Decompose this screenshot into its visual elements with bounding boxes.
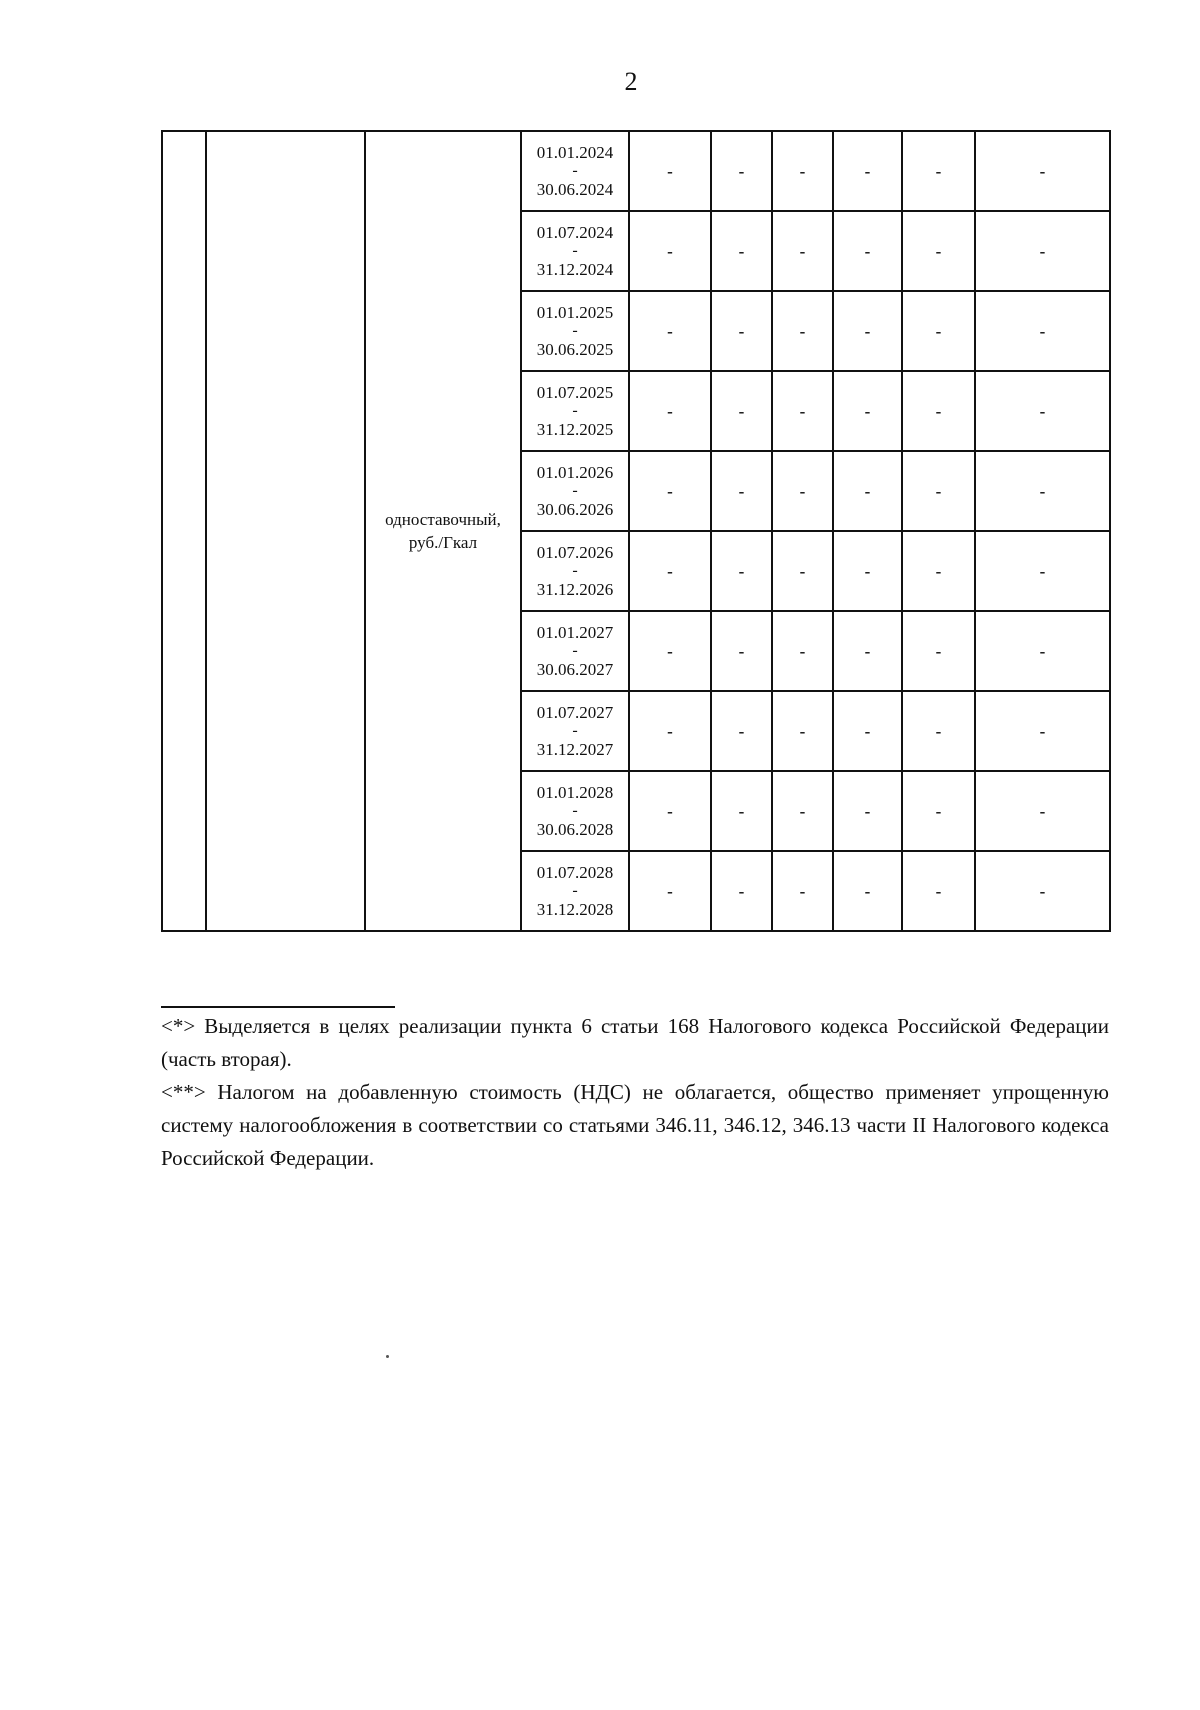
tariff-value-cell: - (975, 851, 1110, 931)
row-number-cell (162, 131, 206, 931)
tariff-value-cell: - (629, 131, 711, 211)
tariff-value-cell: - (711, 451, 772, 531)
tariff-table-body (162, 131, 1110, 931)
period-start: 01.01.2027 (536, 623, 614, 642)
tariff-value-cell: - (902, 531, 975, 611)
tariff-value-cell: - (833, 371, 902, 451)
period-end: 31.12.2027 (536, 740, 614, 759)
tariff-value-cell: - (772, 611, 833, 691)
period-start: 01.07.2027 (536, 703, 614, 722)
tariff-unit-measure: руб./Гкал (408, 533, 478, 552)
period-separator: - (572, 242, 578, 259)
tariff-value-cell: - (772, 771, 833, 851)
tariff-value-cell: - (772, 131, 833, 211)
tariff-value-cell: - (833, 531, 902, 611)
period-separator: - (572, 322, 578, 339)
tariff-value-cell: - (902, 291, 975, 371)
period-start: 01.07.2026 (536, 543, 614, 562)
tariff-value-cell: - (629, 691, 711, 771)
tariff-table (161, 130, 1111, 932)
page-number: 2 (624, 67, 638, 96)
tariff-value-cell: - (772, 851, 833, 931)
period-start: 01.01.2026 (536, 463, 614, 482)
footnote-vat-allocation: <*> Выделяется в целях реализации пункта 6 статьи 168 Налогового кодекса Российской Федерации (часть вторая). (161, 1014, 1109, 1071)
period-cell (521, 771, 629, 851)
tariff-value-cell: - (975, 531, 1110, 611)
tariff-unit-label: одноставочный, (385, 510, 501, 529)
tariff-value-cell: - (833, 211, 902, 291)
tariff-value-cell: - (629, 611, 711, 691)
tariff-value-cell: - (711, 131, 772, 211)
tariff-value-cell: - (711, 371, 772, 451)
tariff-value-cell: - (975, 211, 1110, 291)
tariff-value-cell: - (902, 211, 975, 291)
period-cell (521, 451, 629, 531)
period-cell (521, 611, 629, 691)
tariff-value-cell: - (629, 771, 711, 851)
period-start: 01.07.2025 (536, 383, 614, 402)
tariff-value-cell: - (902, 131, 975, 211)
period-separator: - (572, 162, 578, 179)
tariff-value-cell: - (975, 691, 1110, 771)
tariff-value-cell: - (711, 771, 772, 851)
tariff-value-cell: - (711, 851, 772, 931)
tariff-value-cell: - (711, 531, 772, 611)
tariff-value-cell: - (833, 771, 902, 851)
period-end: 30.06.2027 (536, 660, 614, 679)
scan-speck (386, 1355, 389, 1358)
period-end: 31.12.2028 (536, 900, 614, 919)
period-end: 30.06.2025 (536, 340, 614, 359)
footnotes (161, 1010, 1109, 1175)
period-separator: - (572, 722, 578, 739)
period-separator: - (572, 642, 578, 659)
period-separator: - (572, 562, 578, 579)
period-cell (521, 291, 629, 371)
tariff-value-cell: - (975, 131, 1110, 211)
period-separator: - (572, 402, 578, 419)
tariff-value-cell: - (902, 851, 975, 931)
tariff-value-cell: - (975, 771, 1110, 851)
tariff-value-cell: - (975, 451, 1110, 531)
period-end: 30.06.2024 (536, 180, 614, 199)
tariff-value-cell: - (975, 291, 1110, 371)
tariff-value-cell: - (772, 371, 833, 451)
period-separator: - (572, 882, 578, 899)
tariff-value-cell: - (711, 211, 772, 291)
tariff-value-cell: - (629, 531, 711, 611)
tariff-value-cell: - (902, 611, 975, 691)
period-cell (521, 531, 629, 611)
tariff-unit-cell (365, 131, 521, 931)
tariff-value-cell: - (772, 211, 833, 291)
period-start: 01.01.2024 (536, 143, 614, 162)
tariff-value-cell: - (629, 211, 711, 291)
tariff-value-cell: - (772, 291, 833, 371)
period-end: 31.12.2025 (536, 420, 614, 439)
tariff-value-cell: - (902, 691, 975, 771)
period-start: 01.01.2025 (536, 303, 614, 322)
tariff-value-cell: - (975, 611, 1110, 691)
tariff-value-cell: - (629, 291, 711, 371)
tariff-value-cell: - (902, 371, 975, 451)
tariff-value-cell: - (772, 451, 833, 531)
period-start: 01.01.2028 (536, 783, 614, 802)
period-separator: - (572, 482, 578, 499)
table-row (162, 131, 1110, 211)
tariff-value-cell: - (833, 451, 902, 531)
period-cell (521, 851, 629, 931)
period-cell (521, 131, 629, 211)
organization-cell (206, 131, 365, 931)
tariff-value-cell: - (833, 691, 902, 771)
period-cell (521, 691, 629, 771)
tariff-value-cell: - (629, 371, 711, 451)
tariff-value-cell: - (629, 451, 711, 531)
period-cell (521, 211, 629, 291)
period-end: 30.06.2026 (536, 500, 614, 519)
tariff-value-cell: - (772, 531, 833, 611)
footnote-vat-exempt: <**> Налогом на добавленную стоимость (НДС) не облагается, общество применяет упрощенную систему налогообложения в соответствии со статьями 346.11, 346.12, 346.13 части II Налогового кодекса Российской Федерации. (161, 1080, 1109, 1170)
period-end: 31.12.2024 (536, 260, 614, 279)
tariff-value-cell: - (833, 611, 902, 691)
tariff-value-cell: - (902, 451, 975, 531)
tariff-value-cell: - (772, 691, 833, 771)
tariff-value-cell: - (711, 291, 772, 371)
tariff-value-cell: - (711, 611, 772, 691)
tariff-value-cell: - (902, 771, 975, 851)
tariff-value-cell: - (833, 131, 902, 211)
footnote-divider (161, 1006, 395, 1008)
period-end: 30.06.2028 (536, 820, 614, 839)
tariff-value-cell: - (629, 851, 711, 931)
tariff-value-cell: - (833, 851, 902, 931)
period-start: 01.07.2024 (536, 223, 614, 242)
tariff-value-cell: - (975, 371, 1110, 451)
period-cell (521, 371, 629, 451)
period-separator: - (572, 802, 578, 819)
tariff-value-cell: - (711, 691, 772, 771)
tariff-value-cell: - (833, 291, 902, 371)
period-start: 01.07.2028 (536, 863, 614, 882)
period-end: 31.12.2026 (536, 580, 614, 599)
